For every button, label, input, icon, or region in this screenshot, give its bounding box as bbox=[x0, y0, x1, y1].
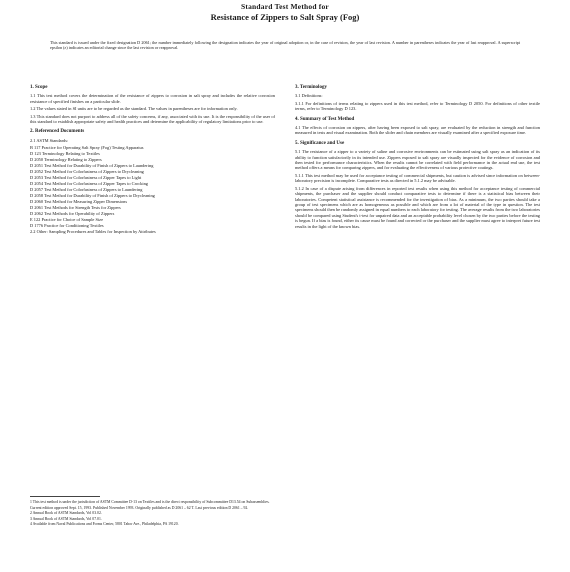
reference-item: D 2061 Test Methods for Strength Tests for Zippers bbox=[30, 205, 121, 211]
footnote: 2 Annual Book of ASTM Standards, Vol 03.02. bbox=[30, 511, 102, 516]
paragraph: 1.2 The values stated in SI units are to be regarded as the standard. The values in parentheses are for information only. bbox=[30, 106, 238, 112]
reference-item: D 2051 Test Method for Durability of Finish of Zippers to Laundering bbox=[30, 163, 154, 169]
reference-item: B 117 Practice for Operating Salt Spray (Fog) Testing Apparatus bbox=[30, 145, 144, 151]
body-columns bbox=[30, 80, 540, 237]
reference-item: D 2058 Test Method for Durability of Finish of Zippers to Drycleaning bbox=[30, 193, 155, 199]
reference-item: D 2050 Terminology Relating to Zippers bbox=[30, 157, 102, 163]
document-header bbox=[30, 2, 540, 22]
reference-item: E 122 Practice for Choice of Sample Size bbox=[30, 217, 104, 223]
paragraph: 5.1.2 In case of a dispute arising from differences in reported test results when using this method for acceptance testing of commercial shipments, the purchaser and the supplier should conduct comparative tests to determine if there is a statistical bias between their laboratories. Competent statistical assistance is recommended for the investigation of bias. As a minimum, the two parties should take a group of test specimens which are as homogeneous as possible and which are from a lot of material of the type in question. The test specimens should then be randomly assigned in equal numbers to each laboratory for testing. The average results from the two laboratories should be compared using Student's t-test for unpaired data and an acceptable probability level chosen by the two parties before the testing is begun. If a bias is found, either its cause must be found and corrected or the purchaser and the supplier must agree to interpret future test results in the light of the known bias. bbox=[295, 185, 540, 229]
reference-item: D 2057 Test Method for Colorfastness of Zippers to Laundering bbox=[30, 187, 143, 193]
section-heading: 1. Scope bbox=[30, 85, 48, 90]
footnote-list bbox=[30, 500, 275, 527]
paragraph: 1.3 This standard does not purport to address all of the safety concerns, if any, associated with its use. It is the responsibility of the user of this standard to establish appropriate safety and health practices and determine the applicability of regulatory limitations prior to use. bbox=[30, 113, 275, 125]
paragraph: 4.1 The effects of corrosion on zippers, after having been exposed to salt spray, are evaluated by the reduction in strength and function measured in tests and visual examination. Both the slider and chain members are visually examined after a specified exposure time. bbox=[295, 125, 540, 136]
section-heading: 4. Summary of Test Method bbox=[295, 116, 355, 122]
section-heading: 3. Terminology bbox=[295, 85, 327, 90]
paragraph: 3.1 Definitions: bbox=[295, 93, 323, 99]
section-heading: 5. Significance and Use bbox=[295, 140, 345, 146]
footnote: 4 Available from Naval Publications and Forms Center, 5801 Tabor Ave., Philadelphia, PA 19120. bbox=[30, 522, 179, 527]
paragraph: 3.1.1 For definitions of terms relating to zippers used in this test method, refer to Terminology D 2050. For definitions of other textile terms, refer to Terminology D 123. bbox=[295, 100, 540, 112]
reference-item: D 2060 Test Method for Measuring Zipper Dimensions bbox=[30, 199, 128, 205]
intro-note: This standard is issued under the fixed designation D 2061; the number immediately following the designation indicates the year of original adoption or, in the case of revision, the year of last revision. A number in parentheses indicates the year of last reapproval. A superscript epsilon (ε) indicates an editorial change since the last revision or reapproval. bbox=[50, 40, 520, 50]
footnote: 3 Annual Book of ASTM Standards, Vol 07.01. bbox=[30, 516, 102, 521]
footnote: Current edition approved Sept. 15, 1993. Published November 1993. Originally published as D 2061 – 62 T. Last previous edition D 2061 – 92. bbox=[30, 505, 249, 510]
reference-item: D 123 Terminology Relating to Textiles bbox=[30, 151, 100, 157]
reference-item: D 1776 Practice for Conditioning Textiles bbox=[30, 223, 104, 229]
paragraph: 2.2 Other: Sampling Procedures and Tables for Inspection by Attributes bbox=[30, 229, 156, 235]
footnote: 1 This test method is under the jurisdiction of ASTM Committee D-13 on Textiles and is the direct responsibility of Subcommittee D13.54 on Subassemblies. bbox=[30, 500, 270, 504]
document-title: Resistance of Zippers to Salt Spray (Fog) bbox=[210, 12, 360, 22]
left-column bbox=[30, 80, 275, 237]
paragraph: 5.1 The resistance of a zipper to a variety of saline and corrosive environments can be estimated using salt spray as an indication of its ability to function satisfactorily in its intended use. Zippers exposed to salt spray are visually inspected for the evidence of corrosion and then tested for performance characteristics. When the results cannot be correlated with field performance in the actual end use, the test method offers a means for comparing zippers, and for evaluating the effectiveness of various protective coatings. bbox=[295, 149, 540, 171]
designation-line: Standard Test Method for bbox=[241, 2, 329, 11]
paragraph: 1.1 This test method covers the determination of the resistance of zippers to corrosion in salt spray and includes the relative corrosion resistance of specified finishes on a particular slide. bbox=[30, 93, 275, 104]
footnote-rule bbox=[30, 496, 100, 497]
paragraph: 2.1 ASTM Standards: bbox=[30, 137, 69, 143]
section-heading: 2. Referenced Documents bbox=[30, 129, 85, 135]
reference-item: D 2052 Test Method for Colorfastness of Zippers to Drycleaning bbox=[30, 169, 144, 175]
document-page bbox=[0, 2, 570, 572]
reference-item: D 2054 Test Method for Colorfastness of Zipper Tapes to Crocking bbox=[30, 181, 148, 187]
footnotes bbox=[30, 496, 275, 528]
paragraph: 5.1.1 This test method may be used for acceptance testing of commercial shipments, but caution is advised since information on between-laboratory precision is incomplete. Comparative tests as directed in 5.1.2 may be advisable. bbox=[295, 172, 540, 184]
right-column bbox=[295, 80, 540, 237]
reference-item: D 2053 Test Method for Colorfastness of Zipper Tapes to Light bbox=[30, 175, 142, 181]
reference-item: D 2062 Test Methods for Operability of Zippers bbox=[30, 211, 115, 217]
